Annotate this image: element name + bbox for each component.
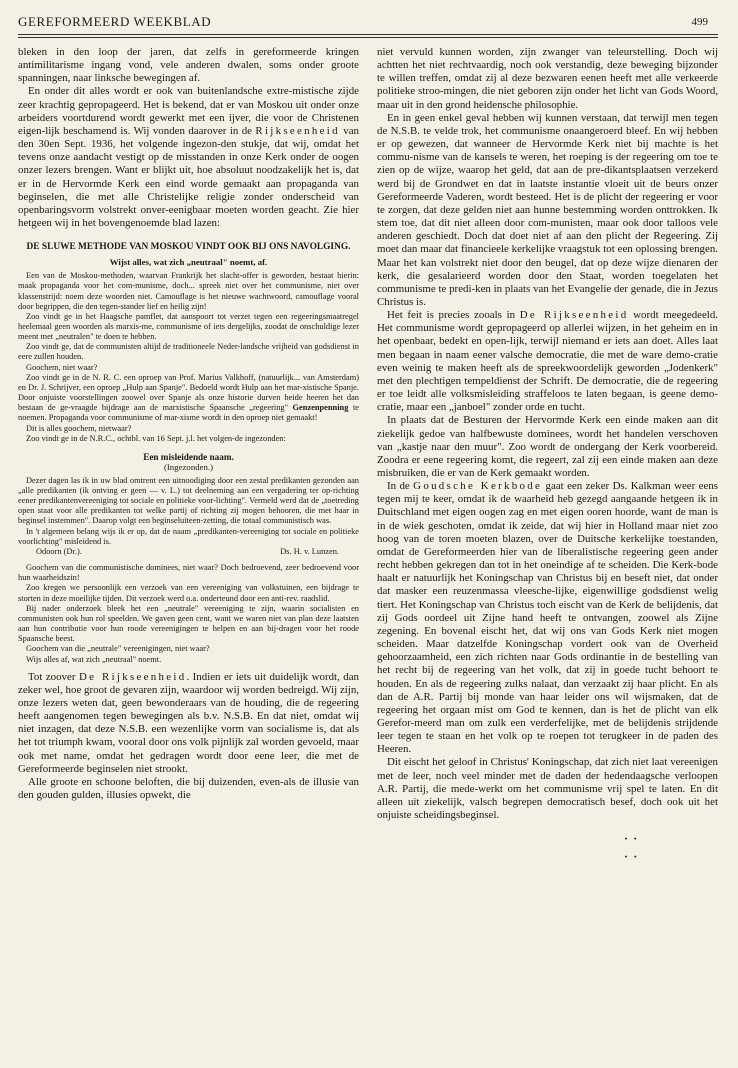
text-run: . Indien er iets uit duidelijk wordt, dan zeker wel, hoe groot de gevaren zijn, waardoor wij worden bedreigd. Wij zijn, onze lezers weten dat, geen bewonderaars van de houding, die de regeering heeft aangenomen tegen bewegingen als b.v. N.S.B. En dat niet, omdat wij niet inzagen, dat deze N.S.B. een wezenlijke vorm van socialisme is, dat als het tot triumph kwam, vooral door ons volk pijnlijk zal worden gevoeld, maar ook met name, omdat het gedragen wordt door eene leer, die met de Gereformeerde beginselen niet strookt. [18, 670, 359, 775]
letter-paragraph: In 't algemeen belang wijs ik er op, dat de naam „predikanten-vereeniging tot sociale en politieke voorlichting" misleidend is. [18, 526, 359, 546]
text-run: te noemen. Propaganda voor communisme of mar-xisme wordt in den oproep niet gemaakt! [18, 403, 359, 423]
quoted-article-subtitle: Wijst alles, wat zich „neutraal" noemt, af. [109, 257, 268, 268]
paragraph [377, 309, 718, 414]
left-column [18, 46, 359, 862]
quote-paragraph: Bij nader onderzoek bleek het een „neutrale" vereeniging te zijn, waarin socialisten en communisten ook hun rol speelden. We gaven geen cent, want we waren niet van plan deze laatsten aan hun contributie voor hun roode vereenigingen te helpen en aan bij-dragen voor het roode Spaansche beest. [18, 603, 359, 644]
quote-paragraph: Goochem van die „neutrale" vereenigingen, niet waar? [26, 644, 210, 654]
header-rule [18, 34, 718, 35]
newspaper-name: Goudsche Kerkbode [413, 480, 543, 493]
quote-paragraph: Goochem, niet waar? [26, 362, 98, 372]
letter-paragraph: Dezer dagen las ik in uw blad omtrent een uitnoodiging door een zestal predikanten gezonden aan „alle predikanten (ik ontving er geen — v. L.) tot deelneming aan een vergadering ter op-richting eener predikantenvereeniging tot sociale en politieke voor-lichting". Vermeld werd dat de „toetreding open staat voor alle predikanten tot welke partij of richting zij mogen behooren, die met haar in beginsel instemmen". Daarop volgt een beginseluiteen-zetting, die totaal communistisch was. [18, 475, 359, 526]
paragraph: niet vervuld kunnen worden, zijn zwanger van teleurstelling. Doch wij achtten het niet rechtvaardig, noch ook verstandig, deze beweging bijzonder te willen treffen, omdat zij al deze bezwaren eenen heeft met alle verkeerde politieke stroo-mingen, die niet geboren zijn onder het licht van Gods Woord, maar uit in den grond heidensche philosophie. [377, 46, 718, 111]
paragraph [18, 85, 359, 230]
newspaper-name: De Rijkseenheid [78, 670, 187, 683]
right-column [377, 46, 719, 867]
newspaper-name: De Rijkseenheid [519, 309, 629, 322]
paragraph: Alle groote en schoone beloften, die bij duizenden, even-als de illusie van den gouden gulden, illusies opwekt, die [18, 775, 359, 802]
quote-paragraph: Goochem van die communistische dominees, niet waar? Doch bedroevend, zeer bedroevend voor hun waarheidszin! [18, 563, 359, 583]
paragraph: En in geen enkel geval hebben wij kunnen verstaan, dat terwijl men tegen de N.S.B. te velde trok, het communisme onaangeroerd bleef. En wij hebben er op gewezen, dat wanneer de Hervormde Kerk niet bij machte is het commu-nisme van de kansels te weren, het roeping is der regeering om toe te zien op de wijze, waarop het geld, dat aan de pre-dikantsplaatsen verzekerd werd bij de Grondwet en dat in laatste instantie vloeit uit de beurs onzer Gereformeerde Vaderen, wordt besteed. Het is de plicht der regeering er voor te zorgen, dat deze gelden niet aan hunne bestemming worden onttrokken. Ik stem toe, dat dit niet alleen door com-munisten, maar ook door talloos vele anderen geschiedt. Doch dat doet niet af aan den plicht der Regeering. Zij moet dan maar dat financieele kerkelijke vraagstuk tot een oplossing brengen. Maar het kan volstrekt niet door den beugel, dat op deze wijze dienaren der kerk, die gesalarieerd worden door den Staat, worden toegelaten het communisme te predi-ken in plaats van het Evangelie der genade, die in Jezus Christus is. [377, 111, 718, 308]
ornament-dots: · · [623, 831, 638, 849]
letter-title: Een misleidende naam. [143, 451, 234, 462]
ornament-dots: · · [623, 849, 638, 867]
quote-paragraph: Wijs alles af, wat zich „neutraal" noemt. [26, 654, 162, 664]
paragraph: Dit eischt het geloof in Christus' Koningschap, dat zich niet laat vereenigen met de leer, noch veel minder met de daden der hedendaagsche verloopen A.R. Partij, die mede-werkt om het communisme vrij spel te laten. En dit alleen uit ziekelijk, valsch begrepen democratisch besef, doch ook uit het onjuiste scheidingsbeginsel. [377, 756, 718, 822]
quoted-article-title: DE SLUWE METHODE VAN MOSKOU VINDT OOK BIJ ONS NAVOLGING. [26, 242, 351, 253]
text-run: Zoo vindt ge in de N. R. C. een oproep van Prof. Marius Valkhoff, (natuurlijk... van Amsterdam) en Dr. J. Schrijver, een oproep „Hulp aan Spanje". Bedoeld wordt Hulp aan het mar-xistische Spanje. Door onjuiste voorstellingen zoowel over Spanje als onze historie durven beide heeren het dan bestaan de ge-vraagde bijdrage aan de marxistische Spaansche „regeering" [18, 372, 359, 413]
bold-term: Genzenpenning [292, 403, 349, 413]
text-run: gaat een zeker Ds. Kalkman weer eens tegen mij te keer, omdat ik de waarheid heb gezegd aangaande hetgeen ik in Duitschland met eigen oogen zag en met eigen ooren hoorde, want de man is in de wiek geschoten, omdat ik zeide, dat wij hier in Holland maar niet zoo hoog van de toren moeten blazen, over de Duitsche kerkelijke toestanden, omdat de Gereformeerden hier van de liberalistische regeering geen ander recht hebben gekregen dan tot in het oneindige af te scheiden. Die Kerk-bode haalt er natuurlijk het Koningschap van Christus bij en beseft niet, dat onder dat masker een reuzenmassa vleesche-lijke, eigenwillige godsdienst welig tiert. Het Koningschap van Christus toch eischt van de Kerk de belijdenis, dat zij Gods oordeel uit Zijne hand heeft te ontvangen, zoowel als Zijne zegening. En bovenal eischt het, dat wij ons van Gods Kerk niet mogen scheiden. Maar datzelfde Koningschap vordert ook van de Overheid gehoorzaamheid, een zich richten naar Gods ordinantie in de bestelling van het recht bij de regeering van het volk, dat zij in goede tucht behoort te houden. En als de regeering zulks nalaat, dan verzaakt zij haar plicht. En als dan de A.R. Partij bij monde van haar leider ons wil wijsmaken, dat de regeering het orgaan mist om God te kennen, dan is het de plicht van elk Gerefor-meerd man om zulk een verderfelijke, met de belijdenis strijdende leer tegen te staan en het volk op te roepen tot terugkeer in de paden des Heeren. [377, 480, 719, 756]
signature-place: Odoorn (Dr.). [36, 546, 82, 556]
quote-paragraph: Zoo vindt ge in de N.R.C., ochtbl. van 16 Sept. j.l. het volgen-de ingezonden: [26, 433, 286, 443]
quoted-article-continued [18, 563, 359, 665]
text-run: En onder dit alles wordt er ook van buitenlandsche extre-mistische zijde zeer krachtig gepropageerd. Het is bekend, dat er van Moskou uit onder onze arbeiders voortdurend wordt gewerkt met een ijver, die voor de Christenen eigen-lijk beschamend is. Wij vonden daarover in de [18, 85, 359, 137]
quote-paragraph: Zoo kregen we persoonlijk een verzoek van een vereeniging van volkstuinen, een bijdrage te storten in deze moeilijke tijden. Dit verzoek werd o.a. onderteund door een anti-rev. raadslid. [18, 583, 359, 603]
quote-paragraph [18, 373, 359, 424]
text-run: wordt meegedeeld. Het communisme wordt gepropageerd op allerlei wijzen, in het geheim en in het openbaar, bedekt en open-lijk, terwijl niemand er iets aan doet. Alles laat men begaan in naam eener valsche democratie, die met de ware demo-cratie even weinig te maken heeft als de spreekwoordelijk geworden „Jodenkerk" met den plechtigen tempeldienst der Schrift. De democratie, die de regeering er toe leidt alle volksmisleiding straffeloos te laten begaan, is geene demo-cratie, maar een „janboel" zonder orde en tucht. [377, 309, 719, 414]
quote-paragraph: Zoo vindt ge, dat de communisten altijd de traditioneele Neder-landsche vrijheid van godsdienst in eere zullen houden. [18, 342, 359, 362]
paragraph: In plaats dat de Besturen der Hervormde Kerk een einde maken aan dit ziekelijk gedoe van halfbewuste dominees, wordt het handelen verschoven van „kastje naar den muur". Zoo wordt de ondergang der Kerk voorbereid. Zoodra er eene regeering komt, die regeert, zal zij een einde maken aan deze misbruiken, die er van de Kerk gemaakt worden. [377, 414, 718, 479]
quoted-article [18, 271, 359, 547]
running-title: GEREFORMEERD WEEKBLAD [18, 14, 212, 29]
header-rule-2 [18, 37, 718, 38]
newspaper-name: Rijkseenheid [255, 124, 340, 137]
page-number: 499 [691, 16, 708, 28]
signature-name: Ds. H. v. Lunzen. [280, 546, 339, 556]
paragraph [18, 671, 359, 776]
text-run: Het feit is precies zooals in [387, 309, 520, 322]
text-columns [18, 46, 719, 867]
paragraph: bleken in den loop der jaren, dat zelfs in gereformeerde kringen antimilitarisme ingang vond, vele anderen dwalen, soms onder groote spanningen, naar linksche bewegingen af. [18, 46, 359, 85]
quote-paragraph: Zoo vindt ge in het Haagsche pamflet, dat aanspoort tot verzet tegen een regeeringsmaatregel heelemaal geen woorden als marxis-me, communisme of iets dergelijks, zoodat de onschuldige lezer meent met „neutralen" te doen te hebben. [18, 311, 359, 342]
quote-paragraph: Dit is alles goochem, nietwaar? [26, 423, 132, 433]
text-run: van den 30en Sept. 1936, het volgende ingezon-den stukje, dat wij, omdat het tevens onze aandacht vestigt op de misstanden in onze Kerk onder de oogen onzer lezers brengen. Want er blijkt uit, hoe absoluut noodzakelijk het is, dat er in de Hervormde Kerk een eind worde gemaakt aan propaganda van beginselen, die met alle Christelijke religie zonder onderscheid van openbaringsvorm volstrekt onver-eenigbaar moeten worden geacht. Zie hier hetgeen wij in het bovengenoemde blad lazen: [18, 124, 359, 230]
page-header [18, 10, 718, 32]
end-ornament [377, 822, 718, 867]
text-run: Tot zoover [28, 670, 79, 683]
letter-signature [18, 547, 359, 557]
paragraph [377, 480, 718, 756]
text-run: In de [387, 480, 414, 493]
quote-paragraph: Een van de Moskou-methoden, waarvan Frankrijk het slacht-offer is geworden, bestaat hierin: maak propaganda voor het com-munisme, doch... spreek niet over het communisme, niet over klassenstrijd: noem deze woorden niet. Camouflage is het nieuwe wachtwoord, camouflage vooral door begrippen, die den tegen-stander lief en heilig zijn! [18, 271, 359, 311]
letter-subtitle: (Ingezonden.) [163, 461, 214, 472]
